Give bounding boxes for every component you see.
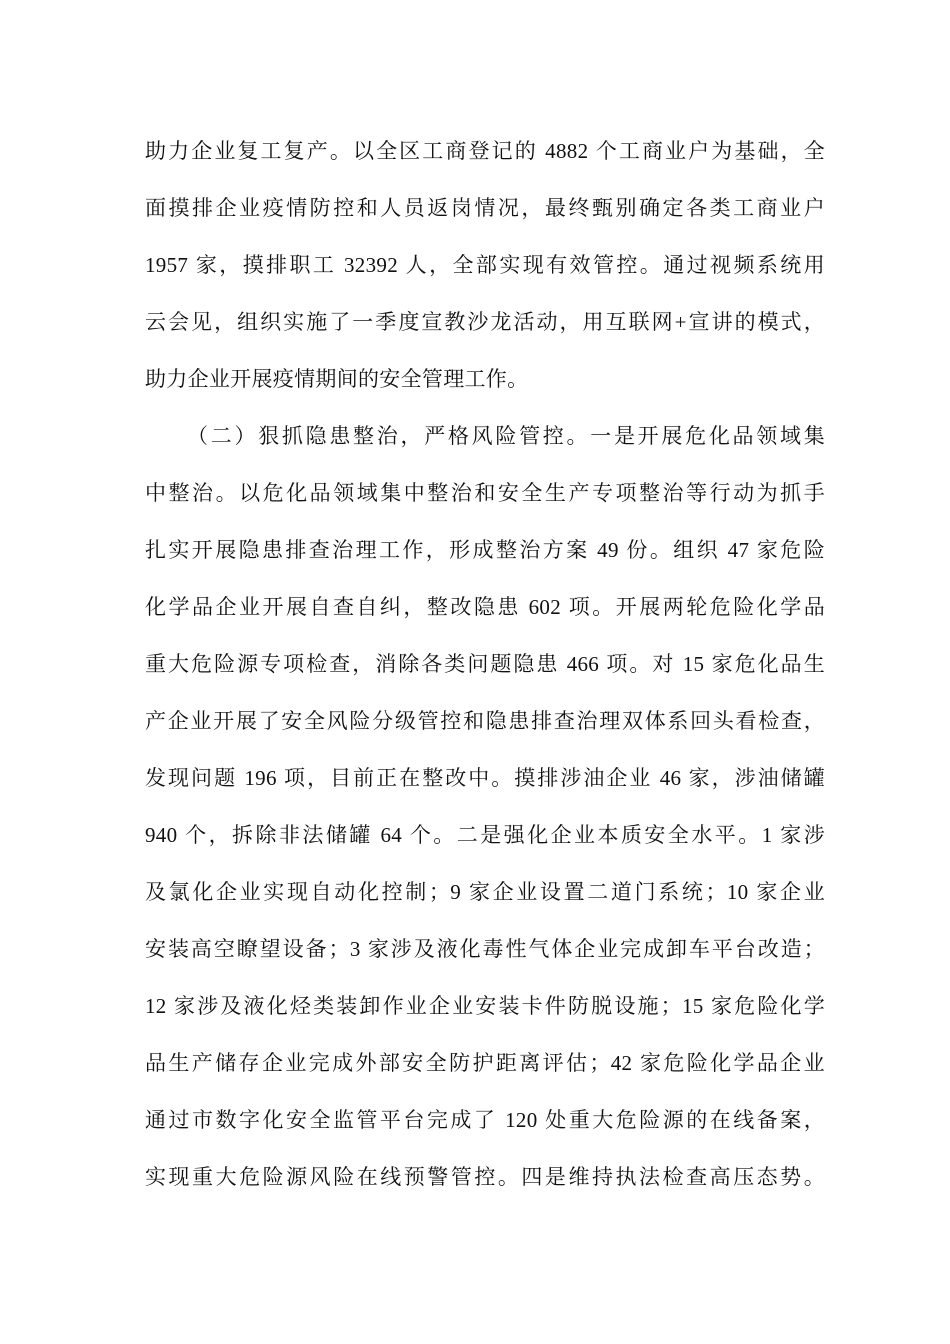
- paragraph-line-8: 扎实开展隐患排查治理工作，形成整治方案 49 份。组织 47 家危险: [145, 538, 825, 562]
- paragraph-line-19: 实现重大危险源风险在线预警管控。四是维持执法检查高压态势。: [145, 1165, 825, 1189]
- paragraph-line-13: 940 个，拆除非法储罐 64 个。二是强化企业本质安全水平。1 家涉: [145, 823, 825, 847]
- paragraph-line-18: 通过市数字化安全监管平台完成了 120 处重大危险源的在线备案，: [145, 1108, 825, 1132]
- document-body: [145, 129, 825, 1212]
- paragraph-line-1: 助力企业复工复产。以全区工商登记的 4882 个工商业户为基础，全: [145, 139, 825, 163]
- paragraph-line-9: 化学品企业开展自查自纠，整改隐患 602 项。开展两轮危险化学品: [145, 595, 825, 619]
- paragraph-line-11: 产企业开展了安全风险分级管控和隐患排查治理双体系回头看检查，: [145, 709, 825, 733]
- paragraph-line-12: 发现问题 196 项，目前正在整改中。摸排涉油企业 46 家，涉油储罐: [145, 766, 825, 790]
- paragraph-line-4: 云会见，组织实施了一季度宣教沙龙活动，用互联网+宣讲的模式，: [145, 310, 825, 334]
- paragraph-line-15: 安装高空瞭望设备；3 家涉及液化毒性气体企业完成卸车平台改造；: [145, 937, 825, 961]
- paragraph-line-10: 重大危险源专项检查，消除各类问题隐患 466 项。对 15 家危化品生: [145, 652, 825, 676]
- paragraph-line-2: 面摸排企业疫情防控和人员返岗情况，最终甄别确定各类工商业户: [145, 196, 825, 220]
- paragraph-line-14: 及氯化企业实现自动化控制；9 家企业设置二道门系统；10 家企业: [145, 880, 825, 904]
- paragraph-line-5: 助力企业开展疫情期间的安全管理工作。: [145, 367, 529, 391]
- paragraph-line-7: 中整治。以危化品领域集中整治和安全生产专项整治等行动为抓手: [145, 481, 825, 505]
- paragraph-line-17: 品生产储存企业完成外部安全防护距离评估；42 家危险化学品企业: [145, 1051, 825, 1075]
- paragraph-line-16: 12 家涉及液化烃类装卸作业企业安装卡件防脱设施；15 家危险化学: [145, 994, 825, 1018]
- paragraph-line-6: （二）狠抓隐患整治，严格风险管控。一是开展危化品领域集: [187, 424, 825, 448]
- paragraph-line-3: 1957 家，摸排职工 32392 人，全部实现有效管控。通过视频系统用: [145, 253, 825, 277]
